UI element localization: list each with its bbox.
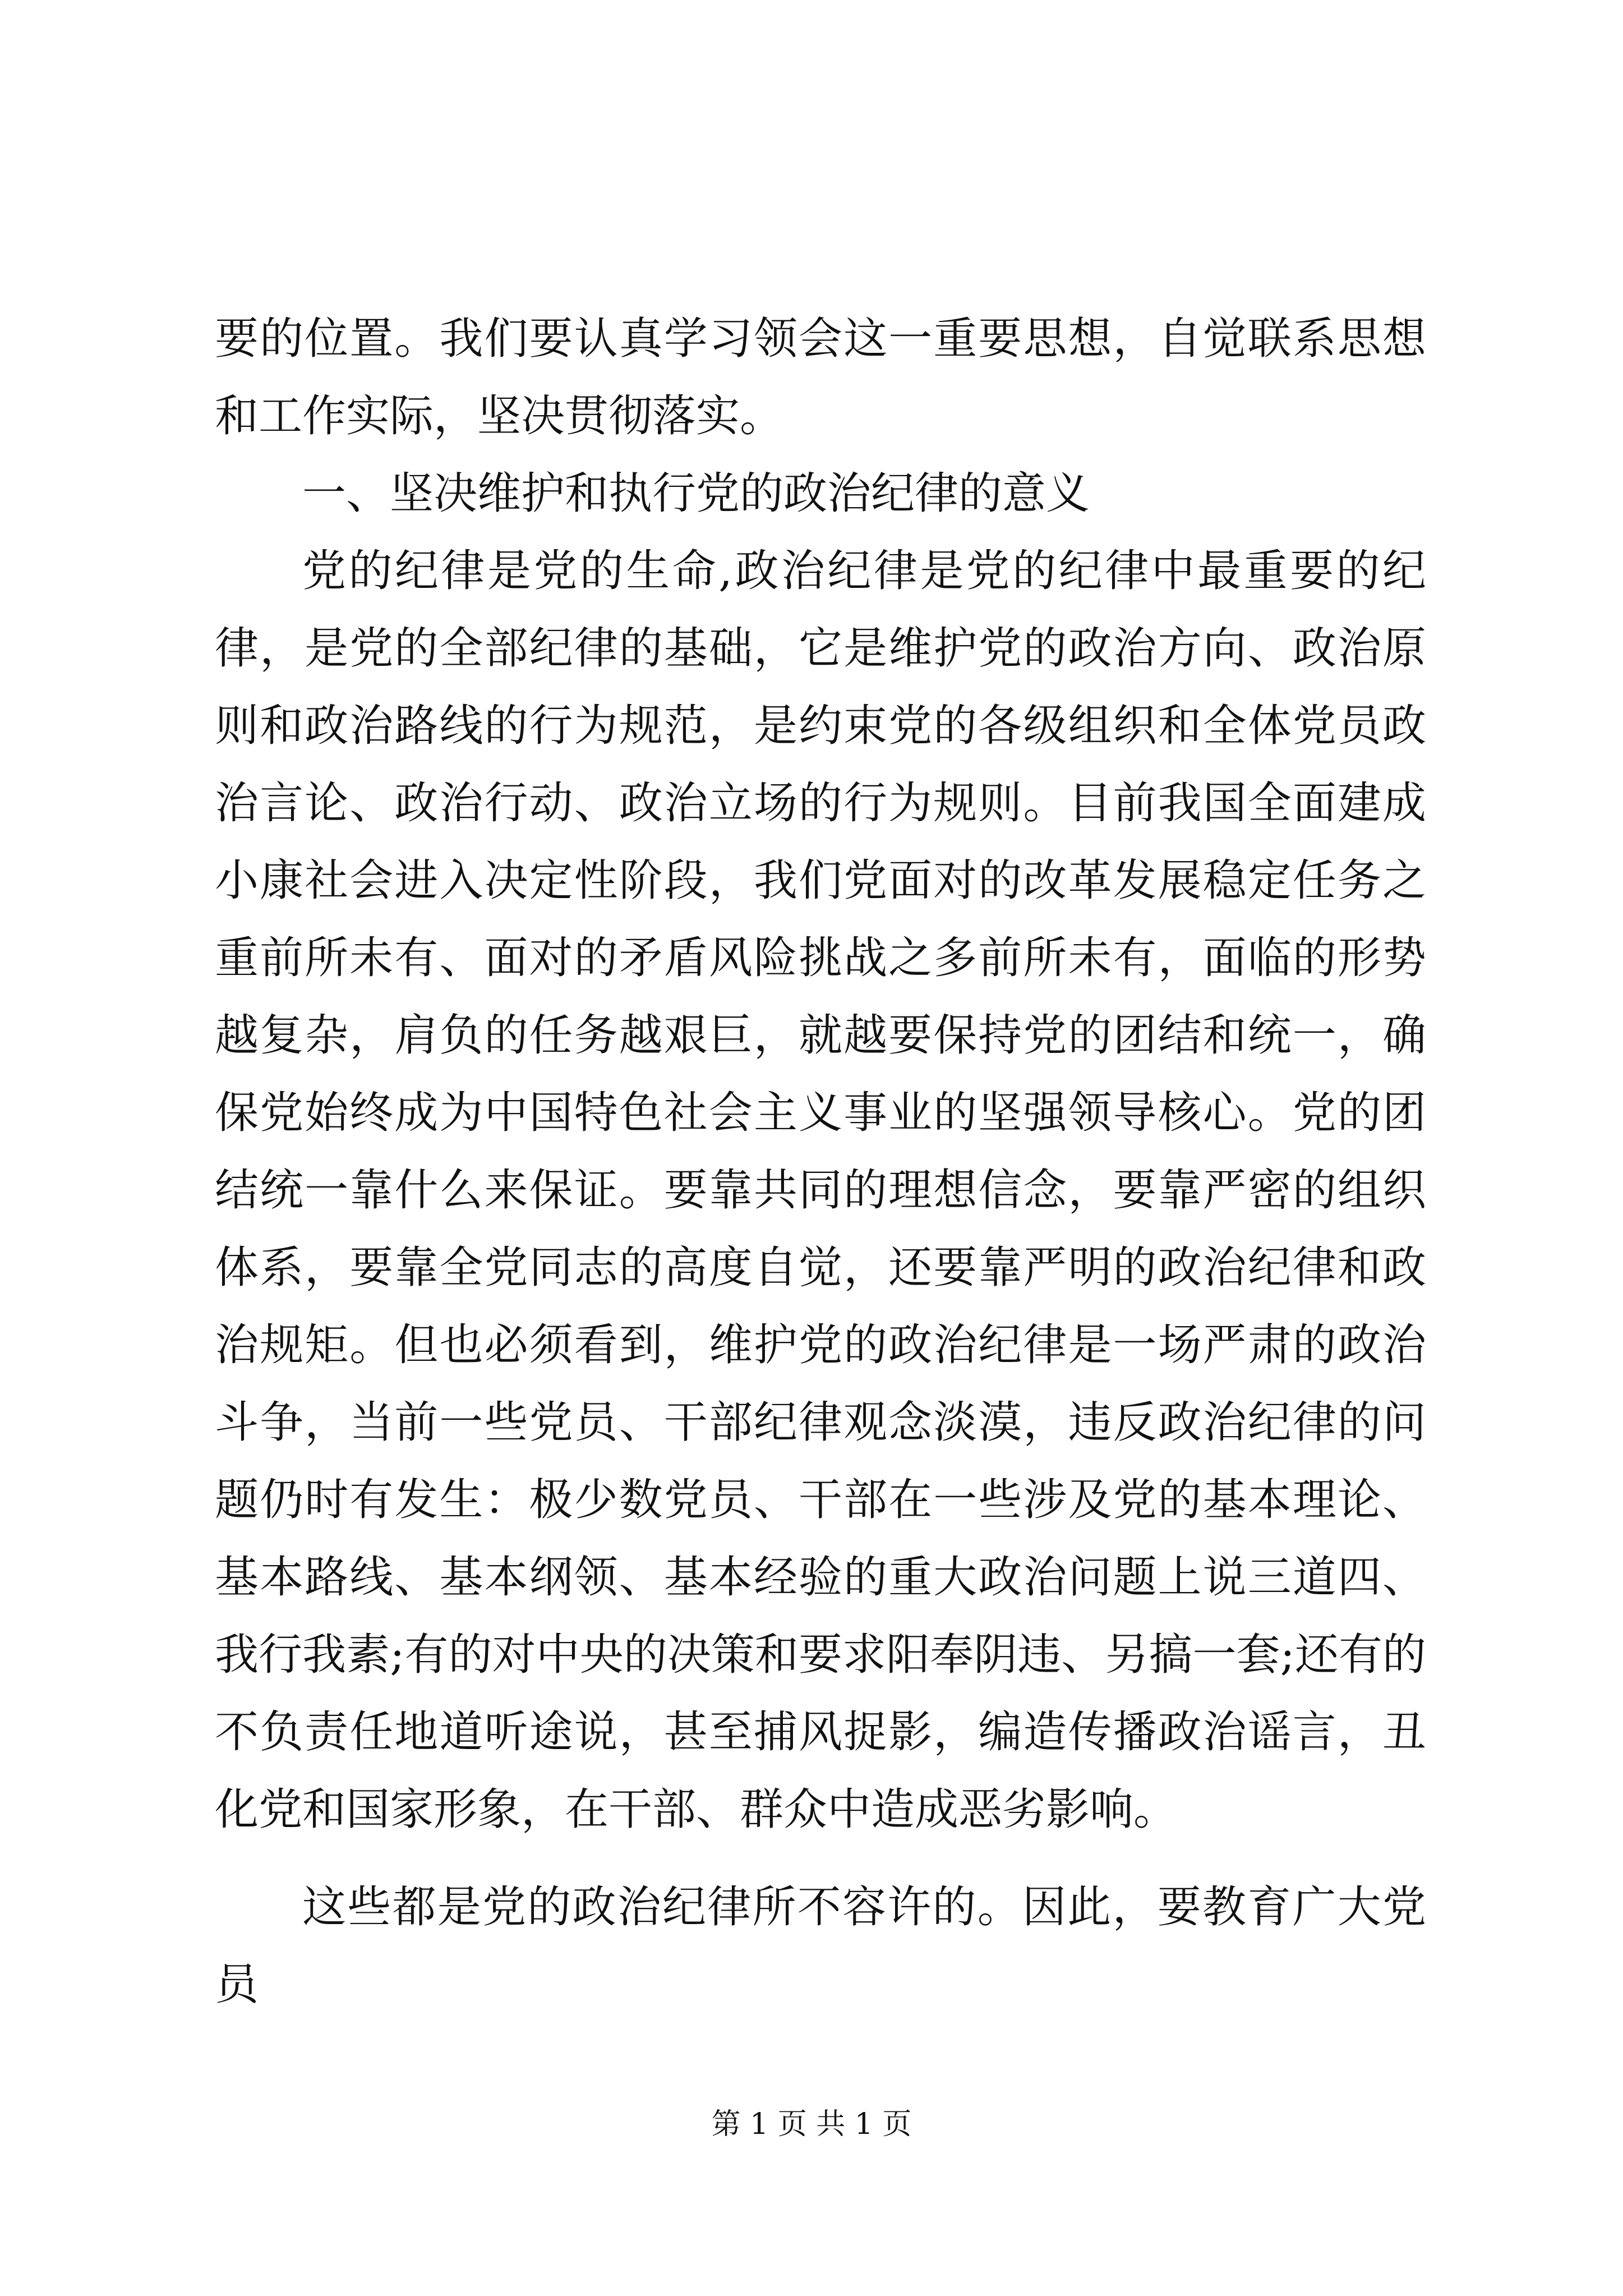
paragraph-conclusion: 这些都是党的政治纪律所不容许的。因此，要教育广大党员 [215, 1882, 1426, 2010]
paragraph-significance: 党的纪律是党的生命,政治纪律是党的纪律中最重要的纪律，是党的全部纪律的基础，它是维护党的政治方向、政治原则和政治路线的行为规范，是约束党的各级组织和全体党员政治言论、政治行动、政治立场的行为规则。目前我国全面建成小康社会进入决定性阶段，我们党面对的改革发展稳定任务之重前所未有、面对的矛盾风险挑战之多前所未有，面临的形势越复杂，肩负的任务越艰巨，就越要保持党的团结和统一，确保党始终成为中国特色社会主义事业的坚强领导核心。党的团结统一靠什么来保证。要靠共同的理想信念，要靠严密的组织体系，要靠全党同志的高度自觉，还要靠严明的政治纪律和政治规矩。但也必须看到，维护党的政治纪律是一场严肃的政治斗争，当前一些党员、干部纪律观念淡漠，违反政治纪律的问题仍时有发生：极少数党员、干部在一些涉及党的基本理论、基本路线、基本纲领、基本经验的重大政治问题上说三道四、我行我素;有的对中央的决策和要求阳奉阴违、另搞一套;还有的不负责任地道听途说，甚至捕风捉影，编造传播政治谣言，丑化党和国家形象，在干部、群众中造成恶劣影响。 [215, 546, 1426, 1835]
paragraph-continuation: 要的位置。我们要认真学习领会这一重要思想，自觉联系思想和工作实际，坚决贯彻落实。 [215, 314, 1426, 441]
page-footer: 第 1 页 共 1 页 [711, 2108, 912, 2141]
document-body [215, 300, 1426, 2023]
section-heading: 一、坚决维护和执行党的政治纪律的意义 [302, 468, 1090, 519]
